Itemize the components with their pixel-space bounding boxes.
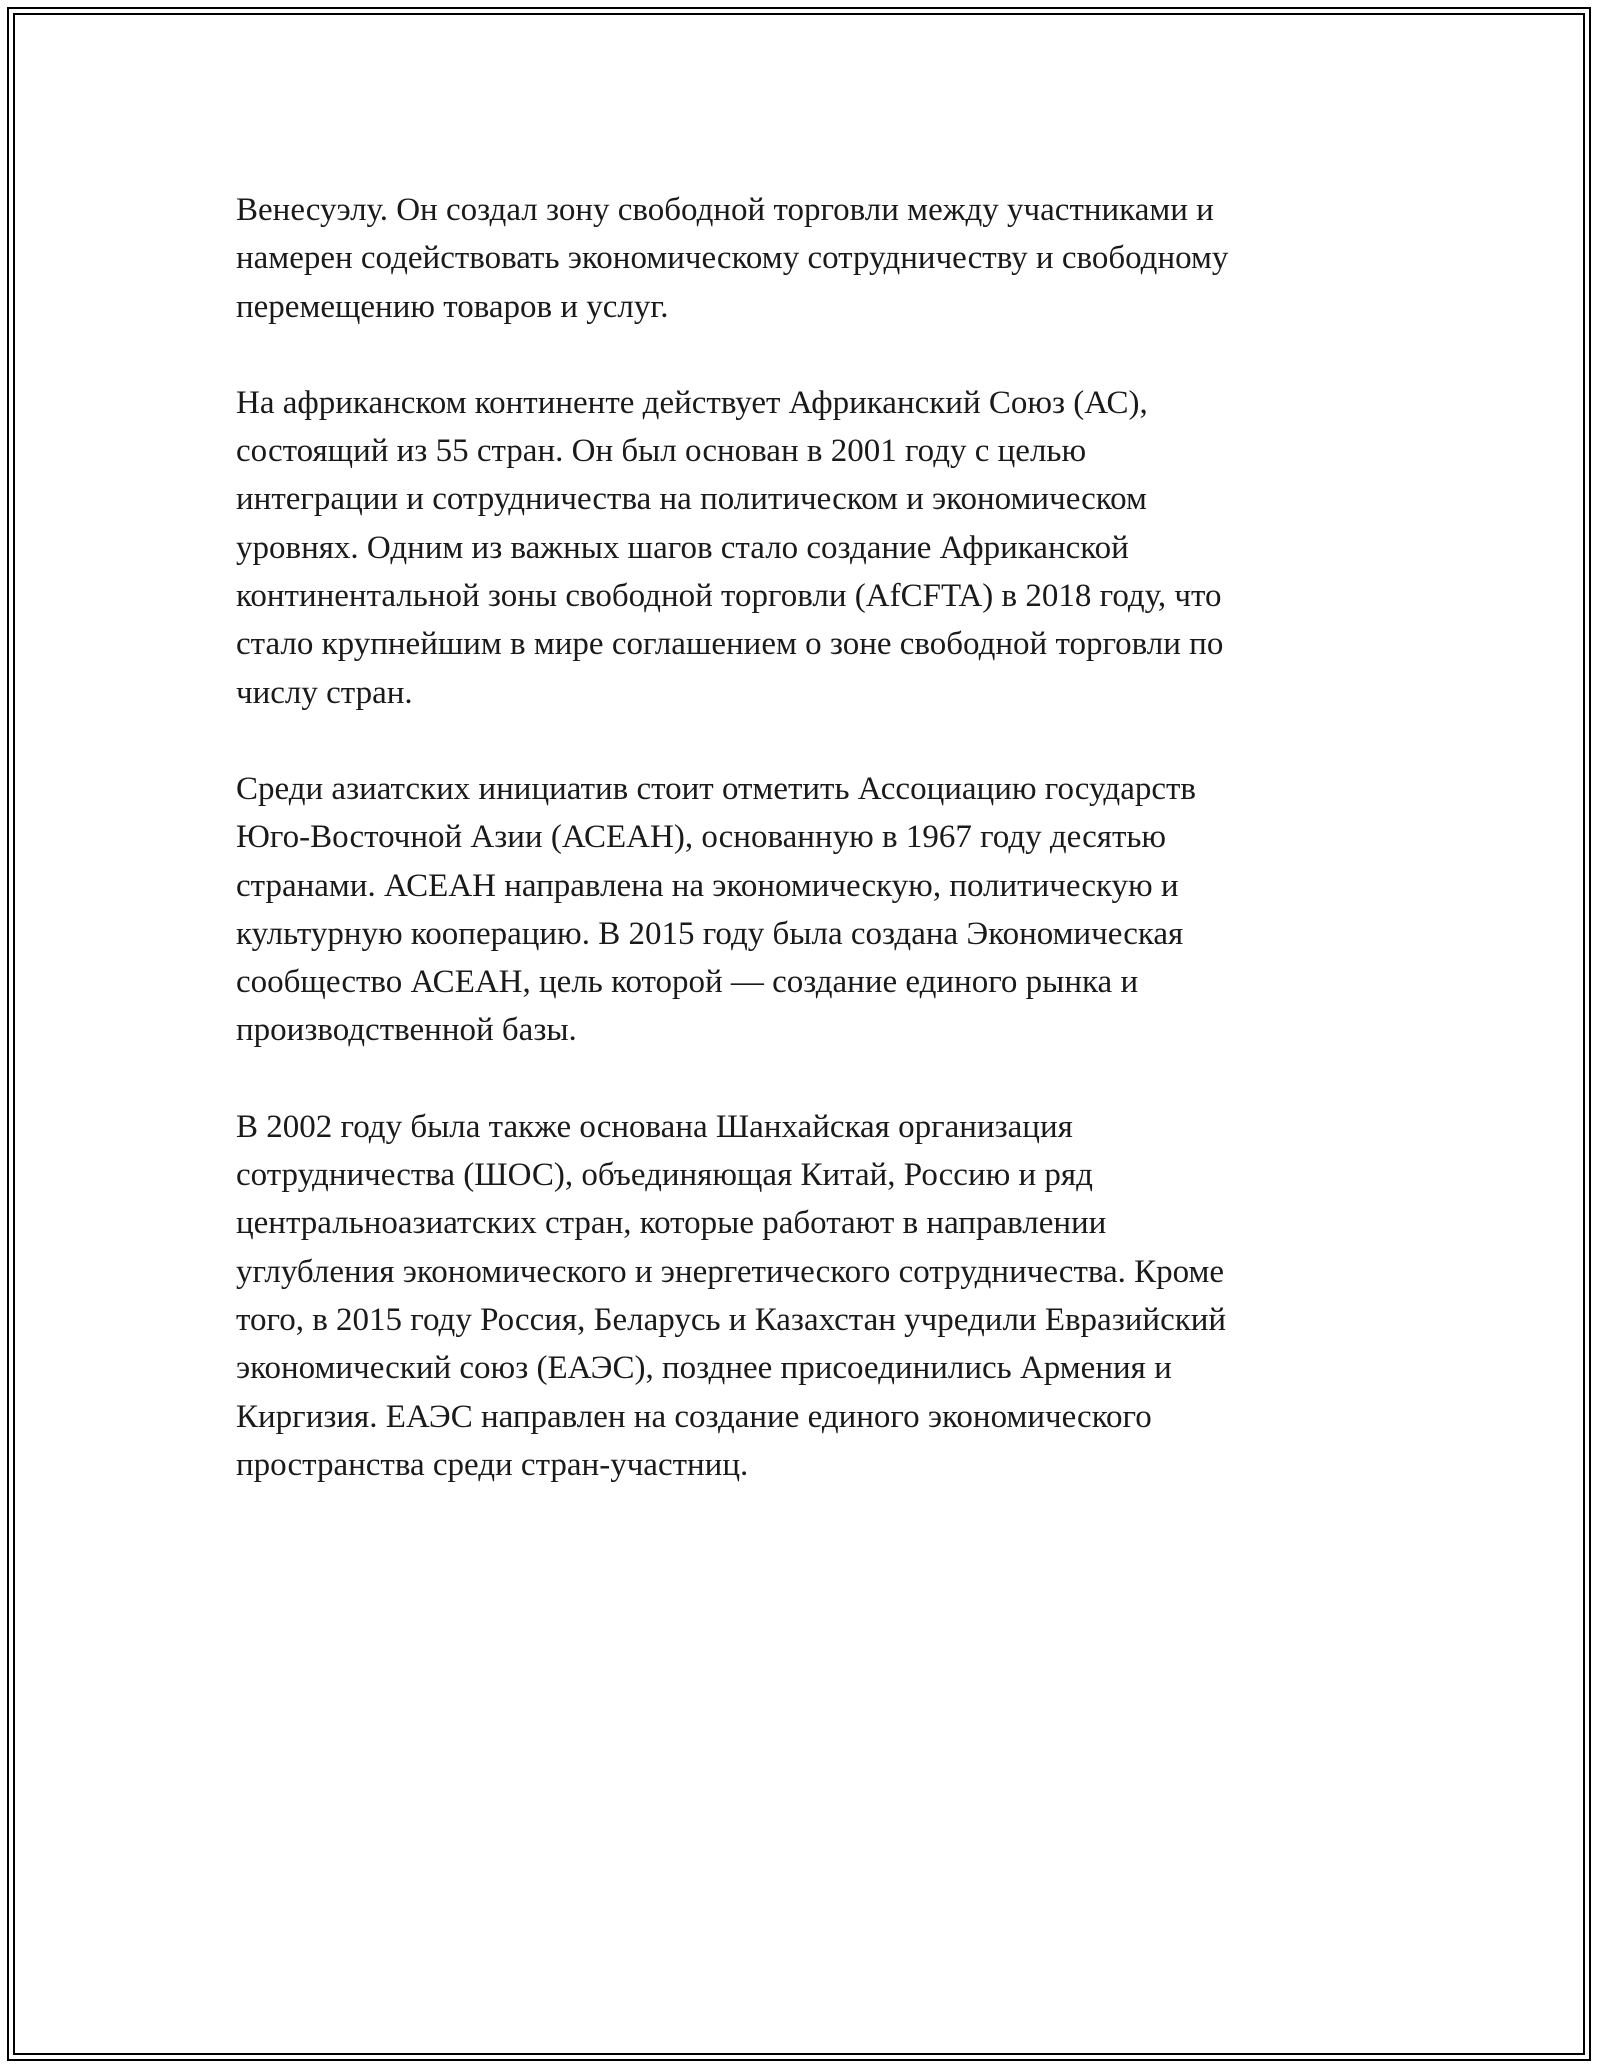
- text-line: углубления экономического и энергетического сотрудничества. Кроме: [236, 1253, 1225, 1290]
- document-body: [236, 186, 1366, 1537]
- text-line: Юго-Восточной Азии (АСЕАН), основанную в 1967 году десятью: [236, 819, 1167, 856]
- text-line: состоящий из 55 стран. Он был основан в 2001 году с целью: [236, 433, 1087, 470]
- text-line: производственной базы.: [236, 1012, 577, 1049]
- text-line: интеграции и сотрудничества на политическом и экономическом: [236, 481, 1147, 518]
- text-line: намерен содействовать экономическому сотрудничеству и свободному: [236, 240, 1229, 277]
- text-line: уровнях. Одним из важных шагов стало создание Африканской: [236, 529, 1129, 566]
- text-line: перемещению товаров и услуг.: [236, 288, 669, 325]
- text-line: континентальной зоны свободной торговли (AfCFTA) в 2018 году, что: [236, 578, 1222, 615]
- text-line: Среди азиатских инициатив стоит отметить Ассоциацию государств: [236, 770, 1197, 807]
- paragraph-sco-eaeu: [236, 1103, 1366, 1489]
- text-line: экономический союз (ЕАЭС), позднее присоединились Армения и: [236, 1350, 1172, 1387]
- paragraph-african-union: [236, 379, 1366, 717]
- text-line: странами. АСЕАН направлена на экономическую, политическую и: [236, 867, 1179, 904]
- text-line: числу стран.: [236, 674, 413, 711]
- text-line: В 2002 году была также основана Шанхайская организация: [236, 1108, 1073, 1145]
- text-line: На африканском континенте действует Африканский Союз (АС),: [236, 384, 1148, 421]
- text-line: стало крупнейшим в мире соглашением о зоне свободной торговли по: [236, 626, 1224, 663]
- text-line: того, в 2015 году Россия, Беларусь и Казахстан учредили Евразийский: [236, 1301, 1227, 1338]
- paragraph-venezuela: [236, 186, 1366, 331]
- text-line: сотрудничества (ШОС), объединяющая Китай, Россию и ряд: [236, 1157, 1093, 1194]
- text-line: Киргизия. ЕАЭС направлен на создание единого экономического: [236, 1398, 1152, 1435]
- text-line: Венесуэлу. Он создал зону свободной торговли между участниками и: [236, 192, 1214, 228]
- text-line: пространства среди стран-участниц.: [236, 1446, 749, 1483]
- text-line: культурную кооперацию. В 2015 году была создана Экономическая: [236, 915, 1184, 952]
- paragraph-asean: [236, 765, 1366, 1055]
- text-line: сообщество АСЕАН, цель которой — создание единого рынка и: [236, 964, 1139, 1001]
- text-line: центральноазиатских стран, которые работают в направлении: [236, 1205, 1107, 1242]
